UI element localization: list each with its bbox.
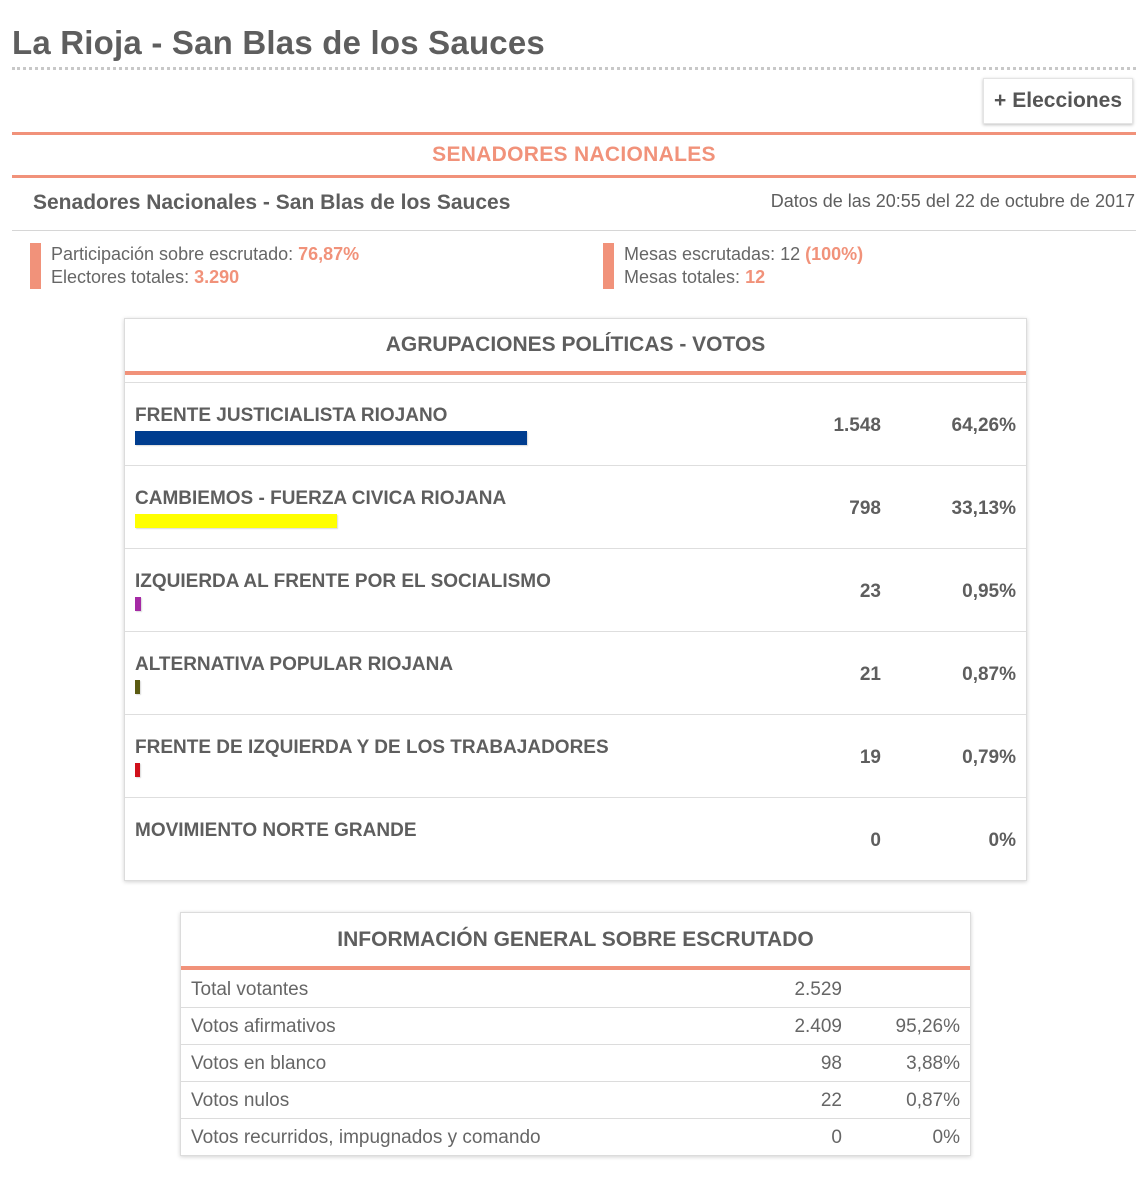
party-votes: 0 xyxy=(870,830,881,851)
electores-label: Electores totales: xyxy=(51,267,195,287)
party-percent: 0% xyxy=(988,830,1016,851)
data-timestamp: Datos de las 20:55 del 22 de octubre de 2017 xyxy=(770,191,1135,211)
party-votes: 19 xyxy=(859,747,881,768)
party-votes: 21 xyxy=(859,664,881,685)
info-row xyxy=(181,971,970,1007)
electores-line xyxy=(51,266,359,289)
section-title: SENADORES NACIONALES xyxy=(432,143,716,166)
info-row xyxy=(181,1044,970,1081)
party-name: MOVIMIENTO NORTE GRANDE xyxy=(135,820,417,841)
party-votes: 23 xyxy=(859,581,881,602)
participacion-label: Participación sobre escrutado: xyxy=(51,244,299,264)
party-bar xyxy=(135,763,140,777)
party-bar xyxy=(135,514,337,528)
mesas-escrutadas-line xyxy=(624,243,863,266)
info-percent: 0,87% xyxy=(906,1090,960,1111)
info-value: 2.529 xyxy=(794,979,842,1000)
party-percent: 33,13% xyxy=(951,498,1016,519)
party-name: IZQUIERDA AL FRENTE POR EL SOCIALISMO xyxy=(135,571,551,592)
participation-stats xyxy=(30,243,359,289)
parties-table xyxy=(125,382,1026,880)
subtitle: Senadores Nacionales - San Blas de los Sauces xyxy=(33,191,511,214)
info-label: Votos recurridos, impugnados y comando xyxy=(191,1127,541,1148)
info-value: 0 xyxy=(831,1127,842,1148)
info-value: 22 xyxy=(820,1090,842,1111)
mesas-stats xyxy=(603,243,863,289)
elecciones-button-label: Elecciones xyxy=(1012,89,1122,112)
party-row xyxy=(125,631,1026,714)
electores-value: 3.290 xyxy=(194,267,240,287)
mesas-escrutadas-pct: (100%) xyxy=(805,244,864,264)
mesas-escrutadas-label: Mesas escrutadas: 12 xyxy=(624,244,806,264)
party-name: CAMBIEMOS - FUERZA CIVICA RIOJANA xyxy=(135,488,507,509)
party-name: ALTERNATIVA POPULAR RIOJANA xyxy=(135,654,454,675)
mesas-totales-label: Mesas totales: xyxy=(624,267,746,287)
party-percent: 0,87% xyxy=(962,664,1016,685)
header-divider xyxy=(12,230,1136,231)
title-divider xyxy=(12,67,1136,70)
info-row xyxy=(181,1007,970,1044)
party-row xyxy=(125,714,1026,797)
party-bar xyxy=(135,597,141,611)
info-card xyxy=(180,912,971,1156)
party-name: FRENTE JUSTICIALISTA RIOJANO xyxy=(135,405,448,426)
party-percent: 0,79% xyxy=(962,747,1016,768)
info-label: Votos afirmativos xyxy=(191,1016,336,1037)
party-bar xyxy=(135,431,527,445)
card-spacer xyxy=(125,375,1026,382)
parties-card xyxy=(124,318,1027,881)
mesas-totales-line xyxy=(624,266,863,289)
party-name: FRENTE DE IZQUIERDA Y DE LOS TRABAJADORES xyxy=(135,737,609,758)
party-percent: 64,26% xyxy=(951,415,1016,436)
plus-icon: + xyxy=(994,89,1007,112)
party-row xyxy=(125,797,1026,880)
party-row xyxy=(125,548,1026,631)
participacion-value: 76,87% xyxy=(298,244,360,264)
info-label: Total votantes xyxy=(191,979,309,1000)
info-card-title: INFORMACIÓN GENERAL SOBRE ESCRUTADO xyxy=(181,913,970,970)
mesas-totales-value: 12 xyxy=(745,267,766,287)
party-votes: 798 xyxy=(849,498,881,519)
info-percent: 3,88% xyxy=(906,1053,960,1074)
party-row xyxy=(125,465,1026,548)
info-label: Votos nulos xyxy=(191,1090,290,1111)
info-percent: 95,26% xyxy=(895,1016,960,1037)
party-row xyxy=(125,382,1026,465)
section-top-rule xyxy=(12,132,1136,135)
parties-card-title: AGRUPACIONES POLÍTICAS - VOTOS xyxy=(125,319,1026,375)
info-percent: 0% xyxy=(932,1127,960,1148)
party-votes: 1.548 xyxy=(833,415,881,436)
info-label: Votos en blanco xyxy=(191,1053,327,1074)
participacion-line xyxy=(51,243,359,266)
info-row xyxy=(181,1081,970,1118)
party-bar xyxy=(135,680,140,694)
info-table xyxy=(181,971,970,1155)
party-percent: 0,95% xyxy=(962,581,1016,602)
info-value: 98 xyxy=(820,1053,842,1074)
section-bottom-rule xyxy=(12,175,1136,178)
info-value: 2.409 xyxy=(794,1016,842,1037)
info-row xyxy=(181,1118,970,1155)
page-title: La Rioja - San Blas de los Sauces xyxy=(12,24,545,61)
elecciones-button[interactable] xyxy=(983,78,1133,124)
